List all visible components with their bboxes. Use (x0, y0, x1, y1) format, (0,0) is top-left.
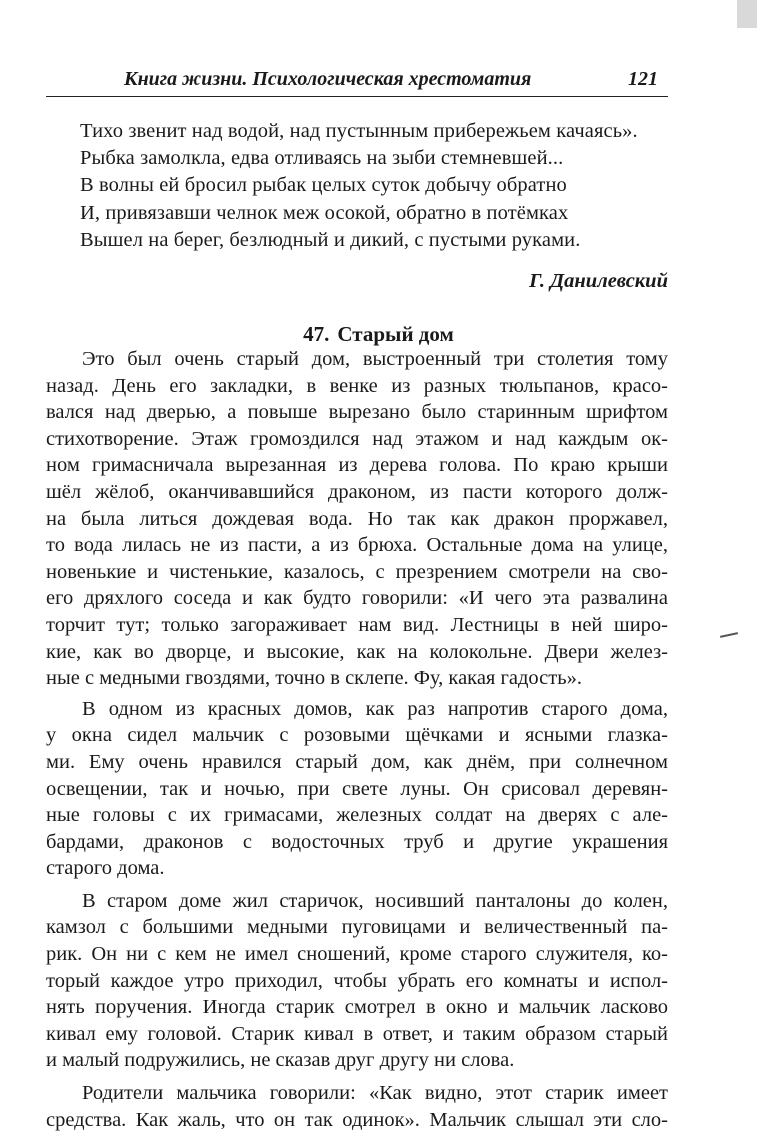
text-line: кие, как во дворце, и высокие, как на колокольне. Двери желез- (46, 640, 668, 663)
text-line: бардами, драконов с водосточных труб и другие украшения (46, 830, 668, 853)
poem-line: Рыбка замолкла, едва отливаясь на зыби стемневшей... (80, 147, 564, 170)
text-line: стихотворение. Этаж громоздился над этажом и над каждым ок- (46, 427, 668, 450)
header-title: Книга жизни. Психологическая хрестоматия (124, 68, 532, 90)
chapter-number: 47. (303, 322, 330, 346)
text-line: и малый подружились, не сказав друг другу ни слова. (46, 1049, 515, 1072)
text-line: торый каждое утро приходил, чтобы убрать его комнаты и испол- (46, 969, 668, 992)
text-line: у окна сидел мальчик с розовыми щёчками и ясными глазка- (46, 724, 668, 747)
text-line: то вода лилась не из пасти, а из брюха. Остальные дома на улице, (46, 534, 668, 557)
text-line: торчит тут; только загораживает нам вид. Лестницы в ней широ- (46, 613, 668, 636)
text-line: средства. Как жаль, что он так одинок». Мальчик слышал эти сло- (46, 1108, 668, 1131)
text-line: кивал ему головой. Старик кивал в ответ, и таким образом старый (46, 1022, 668, 1045)
text-line: на была литься дождевая вода. Но так как дракон проржавел, (46, 507, 668, 530)
text-line: освещении, так и ночью, при свете луны. Он срисовал деревян- (46, 777, 668, 800)
poem-line: И, привязавши челнок меж осокой, обратно в потёмках (80, 201, 569, 224)
poem-line: В волны ей бросил рыбак целых суток добычу обратно (80, 174, 567, 197)
text-line: новенькие и чистенькие, казалось, с презрением смотрели на сво- (46, 560, 668, 583)
text-line: его дряхлого соседа и как будто говорили: «И чего эта развалина (46, 587, 668, 610)
text-line: В одном из красных домов, как раз напротив старого дома, (82, 697, 668, 720)
paragraph (46, 888, 668, 1074)
scan-corner-shadow (737, 0, 757, 28)
poem-line: Тихо звенит над водой, над пустынным прибережьем качаясь». (80, 120, 638, 142)
poem-block (80, 118, 680, 254)
text-line: назад. День его закладки, в венке из разных тюльпанов, красо- (46, 374, 668, 397)
poem-author: Г. Данилевский (529, 270, 668, 292)
chapter-title: Старый дом (337, 322, 454, 346)
text-line: ные с медными гвоздями, точно в склепе. Фу, какая гадость». (46, 667, 582, 690)
page-number: 121 (628, 68, 658, 90)
text-line: старого дома. (46, 857, 165, 880)
text-line: шёл жёлоб, оканчивавшийся драконом, из пасти которого долж- (46, 480, 668, 503)
text-line: вался над дверью, а повыше вырезано было старинным шрифтом (46, 401, 668, 424)
text-line: ном гримасничала вырезанная из дерева голова. По краю крыши (46, 454, 668, 477)
text-line: нять поручения. Иногда старик смотрел в окно и мальчик ласково (46, 996, 668, 1019)
text-line: рик. Он ни с кем не имел сношений, кроме старого служителя, ко- (46, 943, 668, 966)
text-line: Это был очень старый дом, выстроенный три столетия тому (82, 348, 668, 370)
running-header (46, 66, 668, 97)
margin-pencil-mark (720, 632, 738, 638)
poem-line: Вышел на берег, безлюдный и дикий, с пустыми руками. (80, 228, 581, 251)
chapter-heading (0, 322, 757, 347)
text-line: ные головы с их гримасами, железных солдат на дверях с але- (46, 804, 668, 827)
text-line: ми. Ему очень нравился старый дом, как днём, при солнечном (46, 750, 668, 773)
paragraph (46, 696, 668, 882)
text-line: камзол с большими медными пуговицами и величественный па- (46, 916, 668, 939)
chapter-text (46, 346, 668, 1133)
paragraph (46, 1080, 668, 1133)
text-line: В старом доме жил старичок, носивший панталоны до колен, (82, 889, 668, 912)
paragraph (46, 346, 668, 692)
text-line: Родители мальчика говорили: «Как видно, этот старик имеет (82, 1082, 668, 1105)
